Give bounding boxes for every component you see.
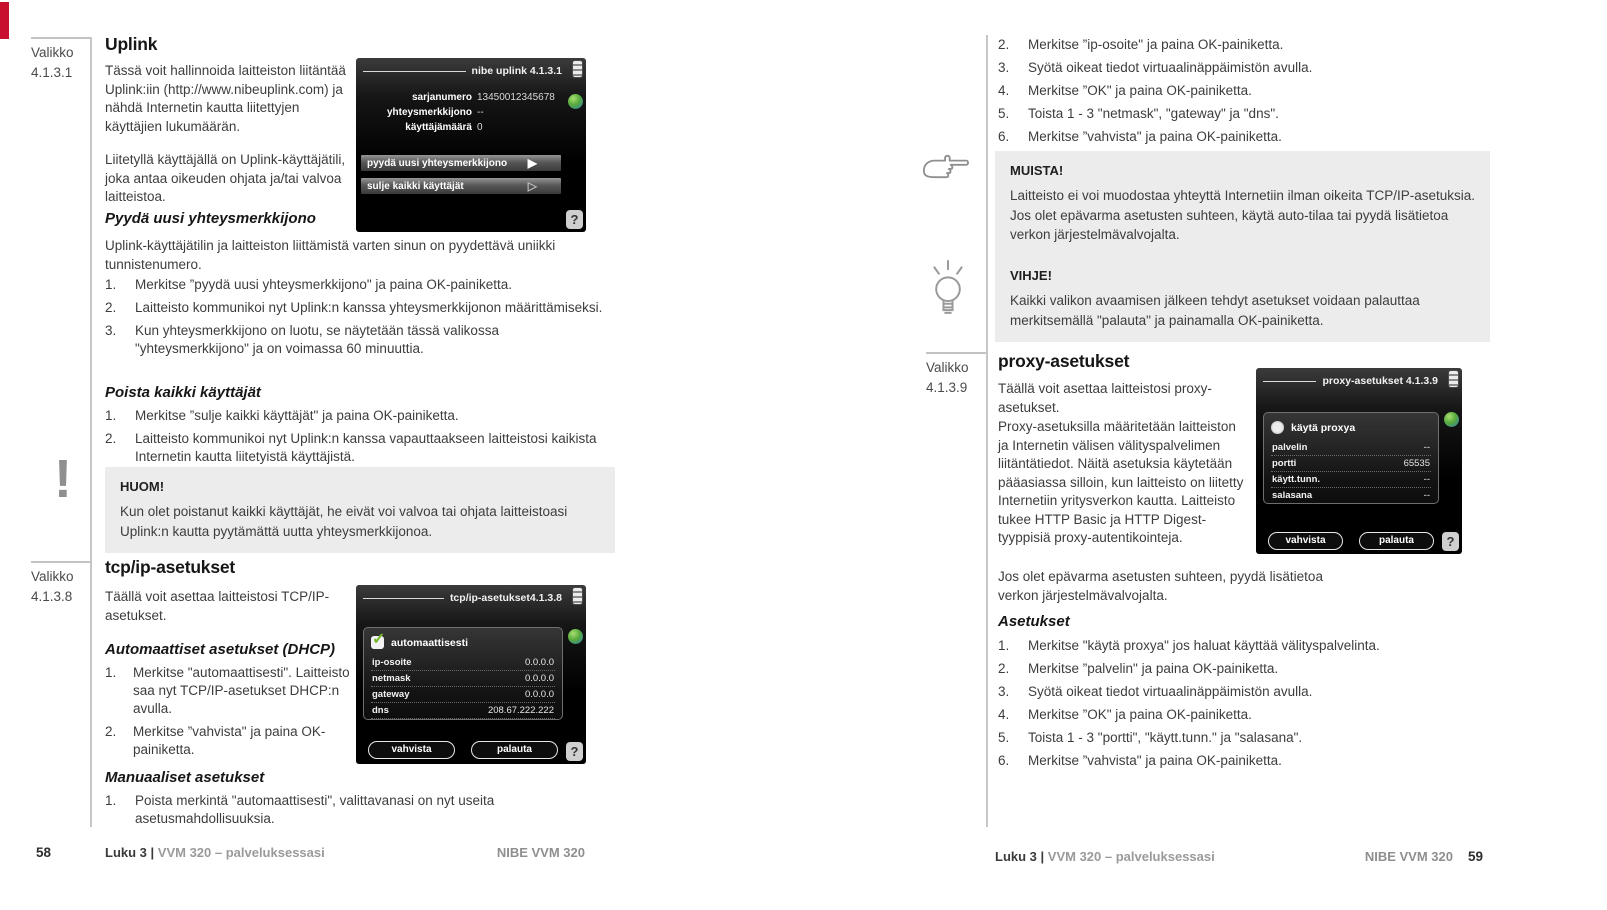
screen-field-label: ip-osoite	[372, 657, 412, 668]
menu-tag-4-1-3-1	[31, 37, 90, 83]
list-item	[998, 82, 1468, 100]
auto-checkbox-row	[371, 636, 555, 649]
subsection-dhcp: Automaattiset asetukset (DHCP)	[105, 641, 336, 658]
footer-chapter-gray: VVM 320 – palveluksessasi	[1047, 849, 1215, 864]
menu-item-request-token	[361, 155, 561, 171]
globe-icon	[1444, 412, 1459, 427]
pointing-hand-icon	[922, 150, 970, 191]
list-item-number: 2.	[105, 724, 117, 739]
menu-tag-label: Valikko	[31, 45, 74, 60]
footer-chapter-bold: Luku 3 |	[995, 849, 1045, 864]
screen-field-row	[371, 703, 555, 719]
menu-item-label: pyydä uusi yhteysmerkkijono	[367, 157, 508, 169]
note-box-title: HUOM!	[120, 479, 165, 494]
screen-field-label: palvelin	[1272, 442, 1308, 453]
proxy-paragraph-2: Proxy-asetuksilla määritetään laitteiston ja Internetin välisen välityspalvelimen liitäntätiedot. Näitä asetuksia käytetään pääasiassa silloin, kun laitteisto on liitetty Internetiin yritysverkon kautta. Laitteisto tukee HTTP Basic ja HTTP Digest-tyyppisiä proxy-autentikointeja.	[998, 419, 1244, 545]
list-item-text: Toista 1 - 3 "portti", "käytt.tunn." ja "salasana".	[1028, 730, 1303, 745]
left-page-footer	[36, 845, 585, 865]
list-item-number: 2.	[998, 37, 1010, 52]
menu-tag-number: 4.1.3.1	[31, 65, 73, 80]
help-icon: ?	[1442, 532, 1459, 551]
screen-titlebar	[363, 592, 562, 604]
list-item-number: 6.	[998, 753, 1010, 768]
footer-chapter	[995, 849, 1215, 864]
list-item-number: 3.	[998, 60, 1010, 75]
right-page-rule	[986, 35, 988, 827]
screen-field-value: 0.0.0.0	[524, 657, 554, 668]
caution-box	[995, 151, 1490, 257]
section-title-tcpip: tcp/ip-asetukset	[105, 557, 236, 577]
menu-tag-label: Valikko	[926, 360, 969, 375]
list-item-text: Toista 1 - 3 "netmask", "gateway" ja "dns".	[1028, 106, 1279, 121]
screen-field-label: yhteysmerkkijono	[386, 107, 472, 118]
list-item	[105, 322, 605, 358]
list-item-text: Merkitse ”OK" ja paina OK-painiketta.	[1028, 83, 1252, 98]
list-item	[105, 407, 605, 425]
list-item-number: 3.	[105, 323, 117, 338]
section-title-uplink: Uplink	[105, 34, 158, 54]
list-item-number: 3.	[998, 684, 1010, 699]
left-page-rule	[90, 37, 92, 827]
menu-tag-label: Valikko	[31, 569, 74, 584]
scroll-indicator-icon	[1449, 371, 1458, 387]
screen-field-row	[1271, 488, 1431, 504]
list-item-text: Laitteisto kommunikoi nyt Uplink:n kanssa yhteysmerkkijonon määrittämiseksi.	[135, 300, 603, 315]
list-item-text: Poista merkintä "automaattisesti", valittavanasi on nyt useita asetusmahdollisuuksia.	[135, 793, 495, 826]
list-item-text: Syötä oikeat tiedot virtuaalinäppäimistön avulla.	[1028, 684, 1313, 699]
footer-chapter	[105, 845, 325, 860]
tip-box-body: Kaikki valikon avaamisen jälkeen tehdyt asetukset voidaan palauttaa merkitsemällä "palauta" ja painamalla OK-painiketta.	[1010, 293, 1420, 328]
screen-field-value: 0.0.0.0	[524, 673, 554, 684]
menu-item-label: sulje kaikki käyttäjät	[367, 180, 464, 192]
subsection-remove-users: Poista kaikki käyttäjät	[105, 384, 261, 401]
screen-field-label: salasana	[1272, 490, 1313, 501]
list-item-number: 1.	[105, 277, 117, 292]
scroll-indicator-icon	[573, 61, 582, 77]
screen-button: vahvista	[368, 741, 455, 759]
uplink-screen-image	[356, 58, 586, 232]
note-box	[105, 467, 615, 553]
list-item	[998, 105, 1468, 123]
manual-steps-continued	[998, 36, 1468, 151]
list-item	[105, 723, 357, 759]
screen-field-label: käyttäjämäärä	[405, 122, 472, 133]
screen-field-row	[1271, 440, 1431, 456]
list-item-text: Merkitse ”ip-osoite" ja paina OK-painiketta.	[1028, 37, 1284, 52]
screen-field-row	[1271, 456, 1431, 472]
screen-field-label: käytt.tunn.	[1272, 474, 1321, 485]
help-icon: ?	[566, 210, 583, 229]
list-item-text: Merkitse ”sulje kaikki käyttäjät" ja paina OK-painiketta.	[135, 408, 459, 423]
list-item	[998, 128, 1468, 146]
screen-field-value: 0	[477, 122, 483, 133]
list-item-number: 2.	[105, 300, 117, 315]
list-item-text: Merkitse ”pyydä uusi yhteysmerkkijono" ja paina OK-painiketta.	[135, 277, 512, 292]
list-item	[998, 660, 1468, 678]
radio-label: käytä proxya	[1291, 421, 1356, 434]
list-item	[998, 36, 1468, 54]
screen-field-value: --	[1423, 442, 1430, 453]
scroll-indicator-icon	[573, 588, 582, 604]
screen-field-row	[360, 122, 556, 133]
screen-menu-list	[361, 155, 561, 201]
screen-button: vahvista	[1268, 532, 1343, 550]
list-item-text: Merkitse ”OK" ja paina OK-painiketta.	[1028, 707, 1252, 722]
dhcp-steps	[105, 664, 357, 764]
subsection-manual: Manuaaliset asetukset	[105, 769, 265, 786]
list-item-text: Merkitse ”vahvista" ja paina OK-painiketta.	[1028, 129, 1282, 144]
screen-field-value: 13450012345678	[477, 92, 555, 103]
screen-button-row	[368, 741, 558, 759]
help-icon: ?	[566, 742, 583, 761]
screen-field-value: 65535	[1403, 458, 1430, 469]
proxy-settings-steps	[998, 637, 1468, 775]
list-item-text: Kun yhteysmerkkijono on luotu, se näytetään tässä valikossa "yhteysmerkkijono" ja on voimassa 60 minuuttia.	[135, 323, 499, 356]
screen-field-row	[371, 671, 555, 687]
list-item-text: Merkitse "automaattisesti". Laitteisto saa nyt TCP/IP-asetukset DHCP:n avulla.	[133, 665, 350, 716]
caution-box-body: Laitteisto ei voi muodostaa yhteyttä Internetiin ilman oikeita TCP/IP-asetuksia. Jos olet epävarma asetusten suhteen, käytä auto-tilaa tai pyydä lisätietoa verkon järjestelmävalvojalta.	[1010, 188, 1475, 242]
note-box-body: Kun olet poistanut kaikki käyttäjät, he eivät voi valvoa tai ohjata laitteistoasi Uplink:n kautta pyytämättä uutta yhteysmerkkijonoa.	[120, 504, 568, 539]
proxy-screen-image	[1256, 368, 1462, 554]
list-item-number: 5.	[998, 106, 1010, 121]
list-item-number: 2.	[105, 431, 117, 446]
globe-icon	[568, 94, 583, 109]
screen-field-label: dns	[372, 705, 389, 716]
screen-field-list	[371, 655, 555, 719]
list-item-text: Merkitse ”vahvista" ja paina OK-painiketta.	[133, 724, 326, 757]
chapter-edge-tab	[0, 2, 9, 39]
screen-field-value: --	[1423, 474, 1430, 485]
menu-tag-4-1-3-8	[31, 561, 90, 607]
menu-tag-4-1-3-9	[926, 352, 986, 398]
request-token-intro: Uplink-käyttäjätilin ja laitteiston liittämistä varten sinun on pyydettävä uniikki tunnistenumero.	[105, 238, 556, 272]
menu-tag-number: 4.1.3.8	[31, 589, 73, 604]
subsection-request-token: Pyydä uusi yhteysmerkkijono	[105, 210, 316, 227]
screen-field-value: --	[477, 107, 484, 118]
list-item	[998, 683, 1468, 701]
checkbox-checked-icon	[371, 636, 384, 649]
list-item-text: Merkitse ”palvelin" ja paina OK-painiketta.	[1028, 661, 1279, 676]
footer-brand: NIBE VVM 320	[1364, 849, 1453, 864]
screen-button: palauta	[471, 741, 558, 759]
request-token-steps	[105, 276, 605, 363]
page-number: 59	[1467, 849, 1483, 864]
arrow-right-outline-icon: ▷	[527, 179, 537, 193]
subsection-settings: Asetukset	[998, 613, 1070, 630]
list-item	[105, 299, 605, 317]
list-item	[105, 664, 357, 718]
screen-field-row	[360, 107, 556, 118]
screen-titlebar	[1263, 375, 1438, 387]
caution-box-title: MUISTA!	[1010, 163, 1064, 178]
screen-field-value: 0.0.0.0	[524, 689, 554, 700]
checkbox-label: automaattisesti	[391, 636, 469, 649]
use-proxy-radio-row	[1271, 421, 1431, 434]
list-item	[105, 276, 605, 294]
list-item-number: 6.	[998, 129, 1010, 144]
manual-steps	[105, 792, 605, 833]
uplink-paragraph-1: Tässä voit hallinnoida laitteiston liitäntää Uplink:iin (http://www.nibeuplink.com) ja nähdä Internetin kautta liitettyjen käyttäjien lukumäärän.	[105, 63, 346, 134]
screen-field-list	[360, 92, 556, 137]
menu-item-close-all-users	[361, 178, 561, 194]
list-item-number: 1.	[998, 638, 1010, 653]
tcpip-screen-image	[356, 585, 586, 764]
list-item	[105, 430, 605, 466]
list-item-text: Merkitse ”vahvista" ja paina OK-painiketta.	[1028, 753, 1282, 768]
screen-button-row	[1268, 532, 1434, 550]
exclamation-icon: !	[54, 449, 72, 509]
screen-field-list	[1271, 440, 1431, 504]
screen-field-row	[371, 687, 555, 703]
footer-brand: NIBE VVM 320	[496, 845, 585, 860]
screen-field-value: --	[1423, 490, 1430, 501]
lightbulb-icon	[928, 258, 968, 329]
tip-box-title: VIHJE!	[1010, 268, 1052, 283]
screen-field-row	[371, 655, 555, 671]
screen-button: palauta	[1359, 532, 1434, 550]
list-item-number: 5.	[998, 730, 1010, 745]
uplink-paragraph-2: Liitetyllä käyttäjällä on Uplink-käyttäjätili, joka antaa oikeuden ohjata ja/tai valvoa laitteistoa.	[105, 152, 346, 204]
screen-title: nibe uplink 4.1.3.1	[471, 65, 562, 77]
list-item-number: 4.	[998, 707, 1010, 722]
right-page-footer	[995, 849, 1483, 869]
screen-field-label: sarjanumero	[411, 92, 472, 103]
screen-title: tcp/ip-asetukset4.1.3.8	[449, 592, 562, 604]
screen-field-value: 208.67.222.222	[487, 705, 554, 716]
screen-settings-panel	[1263, 412, 1439, 504]
list-item-number: 1.	[105, 408, 117, 423]
list-item	[105, 792, 605, 828]
page-number: 58	[36, 845, 52, 860]
radio-unchecked-icon	[1271, 421, 1284, 434]
arrow-right-filled-icon: ▶	[527, 156, 537, 170]
list-item-text: Syötä oikeat tiedot virtuaalinäppäimistön avulla.	[1028, 60, 1313, 75]
footer-chapter-gray: VVM 320 – palveluksessasi	[157, 845, 325, 860]
list-item	[998, 637, 1468, 655]
screen-field-label: netmask	[372, 673, 411, 684]
list-item-number: 2.	[998, 661, 1010, 676]
proxy-paragraph-3: Jos olet epävarma asetusten suhteen, pyydä lisätietoa verkon järjestelmävalvojalta.	[998, 569, 1323, 603]
globe-icon	[568, 629, 583, 644]
screen-title: proxy-asetukset 4.1.3.9	[1322, 375, 1438, 387]
list-item-text: Laitteisto kommunikoi nyt Uplink:n kanssa vapauttaakseen laitteistosi kaikista Internetin kautta liitetyistä käyttäjistä.	[135, 431, 597, 464]
screen-settings-panel	[363, 627, 563, 720]
section-title-proxy: proxy-asetukset	[998, 351, 1130, 371]
list-item	[998, 706, 1468, 724]
screen-field-label: portti	[1272, 458, 1297, 469]
screen-field-label: gateway	[372, 689, 410, 700]
list-item	[998, 752, 1468, 770]
remove-users-steps	[105, 407, 605, 471]
list-item	[998, 59, 1468, 77]
tip-box	[995, 256, 1490, 342]
footer-chapter-bold: Luku 3 |	[105, 845, 155, 860]
proxy-paragraph-1: Täällä voit asettaa laitteistosi proxy-asetukset.	[998, 381, 1212, 415]
screen-titlebar	[363, 65, 562, 77]
list-item-number: 4.	[998, 83, 1010, 98]
screen-field-row	[1271, 472, 1431, 488]
screen-field-row	[360, 92, 556, 103]
list-item	[998, 729, 1468, 747]
tcpip-intro: Täällä voit asettaa laitteistosi TCP/IP-asetukset.	[105, 589, 330, 623]
list-item-text: Merkitse "käytä proxya" jos haluat käyttää välityspalvelinta.	[1028, 638, 1380, 653]
list-item-number: 1.	[105, 665, 117, 680]
menu-tag-number: 4.1.3.9	[926, 380, 968, 395]
list-item-number: 1.	[105, 793, 117, 808]
